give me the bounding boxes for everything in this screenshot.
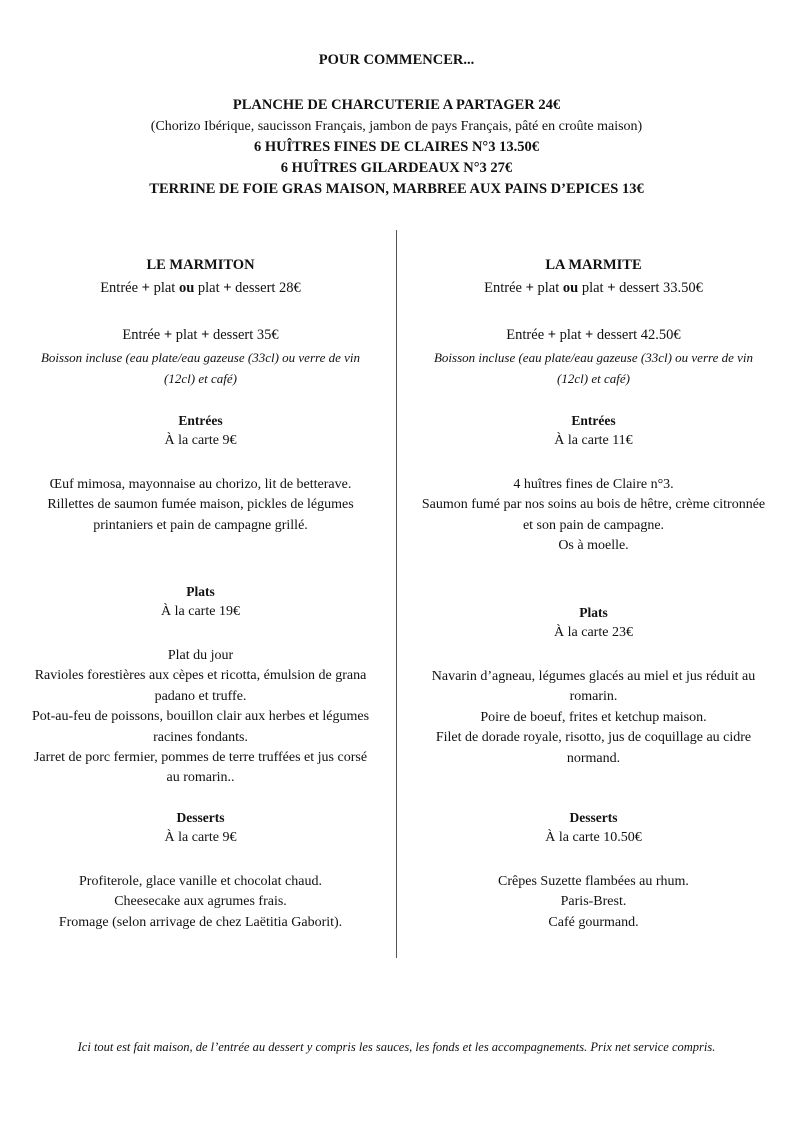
list-item: Profiterole, glace vanille et chocolat chaud. <box>79 874 322 889</box>
desserts-list <box>28 872 373 933</box>
drink-note: Boisson incluse (eau plate/eau gazeuse (33cl) ou verre de vin (12cl) et café) <box>433 350 753 386</box>
list-item: Ravioles forestières aux cèpes et ricotta, émulsion de grana padano et truffe. <box>34 668 367 704</box>
section-title: Entrées <box>571 413 616 428</box>
section-price: À la carte 11€ <box>554 433 633 449</box>
section-title: Desserts <box>176 810 225 825</box>
list-item: Plat du jour <box>167 648 234 663</box>
section-title: Desserts <box>569 810 618 825</box>
list-item: 4 huîtres fines de Claire n°3. <box>513 477 674 492</box>
list-item: Crêpes Suzette flambées au rhum. <box>498 874 689 889</box>
entrees-section <box>28 411 373 452</box>
list-item: Navarin d’agneau, légumes glacés au miel et jus réduit au romarin. <box>431 669 756 705</box>
entrees-section <box>421 411 766 452</box>
entrees-list <box>421 475 766 557</box>
formula-two: Entrée + plat + dessert 42.50€ <box>506 327 681 343</box>
oysters-gilardeau-item: 6 HUÎTRES GILARDEAUX N°3 27€ <box>280 160 513 176</box>
entrees-list <box>28 475 373 536</box>
plats-section <box>421 603 766 644</box>
section-title: Entrées <box>178 413 223 428</box>
foie-gras-item: TERRINE DE FOIE GRAS MAISON, MARBREE AUX PAINS D’EPICES 13€ <box>149 181 644 197</box>
menu-name: LA MARMITE <box>545 257 642 273</box>
oysters-claires-item: 6 HUÎTRES FINES DE CLAIRES N°3 13.50€ <box>254 139 539 155</box>
menu-name: LE MARMITON <box>146 257 255 273</box>
list-item: Os à moelle. <box>558 538 629 554</box>
formula-one: Entrée + plat ou plat + dessert 33.50€ <box>484 280 703 296</box>
list-item: Filet de dorade royale, risotto, jus de coquillage au cidre normand. <box>435 730 752 766</box>
charcuterie-detail: (Chorizo Ibérique, saucisson Français, jambon de pays Français, pâté en croûte maison) <box>150 119 643 134</box>
list-item: Rillettes de saumon fumée maison, pickles de légumes printaniers et pain de campagne grillé. <box>47 497 354 533</box>
list-item: Œuf mimosa, mayonnaise au chorizo, lit de betterave. <box>49 477 352 492</box>
section-title: Plats <box>186 584 215 599</box>
section-price: À la carte 23€ <box>554 625 633 641</box>
list-item: Cheesecake aux agrumes frais. <box>114 894 287 910</box>
plats-list <box>28 646 373 789</box>
starters-block <box>0 95 793 200</box>
formula-one: Entrée + plat ou plat + dessert 28€ <box>100 280 301 296</box>
section-price: À la carte 19€ <box>161 604 240 620</box>
section-title: Plats <box>579 605 608 620</box>
section-price: À la carte 10.50€ <box>545 830 642 846</box>
plats-list <box>421 667 766 769</box>
list-item: Fromage (selon arrivage de chez Laëtitia Gaborit). <box>58 914 343 930</box>
plats-section <box>28 582 373 623</box>
list-item: Poire de boeuf, frites et ketchup maison. <box>480 709 707 725</box>
page-title: POUR COMMENCER... <box>318 52 475 68</box>
desserts-list <box>421 872 766 933</box>
section-price: À la carte 9€ <box>164 830 237 846</box>
list-item: Café gourmand. <box>548 914 639 930</box>
desserts-section <box>421 808 766 849</box>
column-divider <box>396 230 397 958</box>
desserts-section <box>28 808 373 849</box>
list-item: Paris-Brest. <box>560 894 627 910</box>
drink-note: Boisson incluse (eau plate/eau gazeuse (33cl) ou verre de vin (12cl) et café) <box>40 350 360 386</box>
charcuterie-item: PLANCHE DE CHARCUTERIE A PARTAGER 24€ <box>232 97 561 113</box>
formula-two: Entrée + plat + dessert 35€ <box>122 327 279 343</box>
list-item: Saumon fumé par nos soins au bois de hêtre, crème citronnée et son pain de campagne. <box>421 497 766 533</box>
section-price: À la carte 9€ <box>164 433 237 449</box>
list-item: Pot-au-feu de poissons, bouillon clair aux herbes et légumes racines fondants. <box>31 709 370 745</box>
list-item: Jarret de porc fermier, pommes de terre truffées et jus corsé au romarin.. <box>33 750 368 786</box>
footer-note: Ici tout est fait maison, de l’entrée au dessert y compris les sauces, les fonds et les accompagnements. Prix net service compris. <box>77 1040 716 1054</box>
